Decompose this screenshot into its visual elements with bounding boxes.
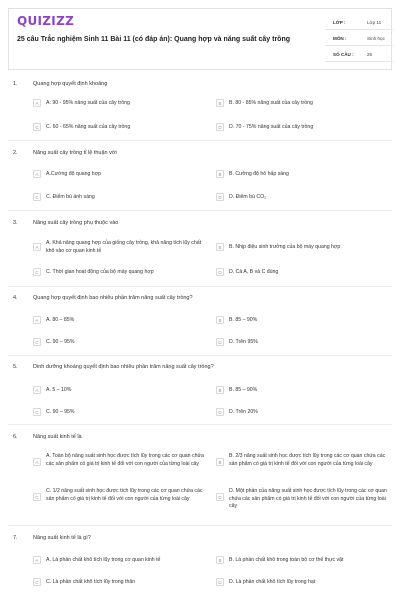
option-text: A. Khả năng quang hợp của giống cây trồng, khả năng tích lũy chất khô vào cơ quan kinh tế [46, 240, 202, 254]
question-text: Năng suất kinh tế là gì? [33, 535, 91, 541]
worksheet-header [8, 8, 392, 70]
option-letter-badge: A [33, 243, 41, 251]
option-letter-badge: B [216, 556, 224, 564]
meta-value: Sinh học [367, 36, 385, 41]
option-text: C. 90 – 95% [46, 409, 75, 415]
option-letter-badge: B [216, 458, 224, 466]
option-letter-badge: C [33, 268, 41, 276]
meta-row-grade [325, 16, 393, 30]
option-text: C. Điểm bù ánh sáng [46, 194, 95, 200]
meta-value: Lớp 11 [367, 20, 382, 25]
option-text: D. 70 - 75% năng suất của cây trồng [229, 124, 314, 130]
option-letter-badge: D [216, 193, 224, 201]
option-letter-badge: C [33, 193, 41, 201]
option-text: B. 85 – 90% [229, 387, 258, 393]
worksheet-meta [325, 16, 393, 64]
question-text: Năng suất cây trồng phụ thuộc vào [33, 220, 119, 226]
question-number: 7. [13, 535, 18, 541]
question-text: Quang hợp quyết định bao nhiêu phần trăm năng suất cây trồng? [33, 295, 193, 301]
option-letter-badge: A [33, 458, 41, 466]
option-text: D. Điểm bù CO₂ [229, 194, 267, 200]
option-text: A.Cường độ quang hợp [46, 171, 101, 177]
option-letter-badge: D [216, 493, 224, 501]
divider [8, 140, 392, 141]
option-text: B. 85 – 90% [229, 317, 258, 323]
option-text: A. Toàn bộ năng suất sinh học được tích lũy trong các cơ quan chứa các sản phẩm có giá trị kinh tế đối với con người của từng loài cây [46, 453, 204, 467]
option-letter-badge: A [33, 316, 41, 324]
divider [8, 525, 392, 526]
quizizz-logo: QUIZIZZ [17, 14, 75, 28]
option-letter-badge: C [33, 408, 41, 416]
option-text: B. 2/3 năng suất sinh học được tích lũy trong các cơ quan chứa các sản phẩm có giá trị kinh tế đối với con người của từng loài cây [229, 453, 386, 467]
option-text: A. 5 – 10% [46, 387, 72, 393]
option-text: B. Cường độ hô hấp sáng [229, 171, 289, 177]
question-number: 2. [13, 150, 18, 156]
option-text: D. Là phần chất khô tích lũy trong hạt [229, 579, 316, 585]
option-letter-badge: D [216, 338, 224, 346]
question-number: 5. [13, 364, 18, 370]
option-text: D. Một phần của năng suất sinh học được tích lũy trong các cơ quan chứa các sản phẩm có giá trị kinh tế đối với con người của từng loài cây [229, 488, 387, 509]
option-text: A. 90 - 95% năng suất của cây trồng [46, 100, 130, 106]
option-text: B. Là phần chất khô trong toàn bộ cơ thể thực vật [229, 557, 344, 563]
divider [8, 286, 392, 287]
option-letter-badge: A [33, 556, 41, 564]
option-letter-badge: C [33, 123, 41, 131]
option-letter-badge: B [216, 99, 224, 107]
question-number: 1. [13, 81, 18, 87]
option-text: C. 1/2 năng suất sinh học được tích lũy trong các cơ quan chứa các sản phẩm có giá trị kinh tế đối với con người của từng loài cây [46, 488, 203, 502]
option-letter-badge: C [33, 338, 41, 346]
option-letter-badge: A [33, 99, 41, 107]
meta-value: 25 [367, 52, 373, 57]
option-letter-badge: D [216, 268, 224, 276]
option-text: B. 80 - 85% năng suất của cây trồng [229, 100, 313, 106]
meta-label: SỐ CÂU : [333, 52, 354, 57]
question-text: Năng suất kinh tế là [33, 434, 82, 440]
option-text: C. 90 – 95% [46, 339, 75, 345]
option-letter-badge: B [216, 316, 224, 324]
option-text: A. 80 – 85% [46, 317, 75, 323]
option-letter-badge: B [216, 243, 224, 251]
option-letter-badge: D [216, 123, 224, 131]
question-number: 4. [13, 295, 18, 301]
option-letter-badge: A [33, 170, 41, 178]
meta-label: MÔN : [333, 36, 347, 41]
meta-row-question-count [325, 48, 393, 62]
worksheet-title: 25 câu Trắc nghiệm Sinh 11 Bài 11 (có đáp án): Quang hợp và năng suất cây trồng [17, 36, 290, 43]
question-text: Quang hợp quyết định khoảng [33, 81, 108, 87]
question-number: 3. [13, 220, 18, 226]
option-text: C. Là phần chất khô tích lũy trong thân [46, 579, 136, 585]
option-text: B. Nhịp điệu sinh trưởng của bộ máy quang hợp [229, 244, 341, 250]
option-letter-badge: A [33, 386, 41, 394]
question-text: Dinh dưỡng khoáng quyết định bao nhiêu phần trăm năng suất cây trồng? [33, 364, 214, 370]
option-letter-badge: D [216, 408, 224, 416]
question-number: 6. [13, 434, 18, 440]
option-text: A. Là phần chất khô tích lũy trong cơ quan kinh tế [46, 557, 161, 563]
meta-row-subject [325, 32, 393, 46]
option-letter-badge: D [216, 578, 224, 586]
divider [8, 355, 392, 356]
option-text: C. Thời gian hoạt động của bộ máy quang hợp [46, 269, 154, 275]
option-letter-badge: B [216, 170, 224, 178]
divider [8, 424, 392, 425]
meta-label: LỚP : [333, 20, 346, 25]
question-text: Năng suất cây trồng tỉ lệ thuận với [33, 150, 117, 156]
option-text: D. Trên 20% [229, 409, 258, 415]
option-text: D. Trên 95% [229, 339, 258, 345]
divider [8, 210, 392, 211]
option-letter-badge: C [33, 578, 41, 586]
option-text: D. Cả A, B và C đúng [229, 269, 279, 275]
option-letter-badge: C [33, 493, 41, 501]
option-text: C. 60 - 65% năng suất của cây trồng [46, 124, 131, 130]
option-letter-badge: B [216, 386, 224, 394]
